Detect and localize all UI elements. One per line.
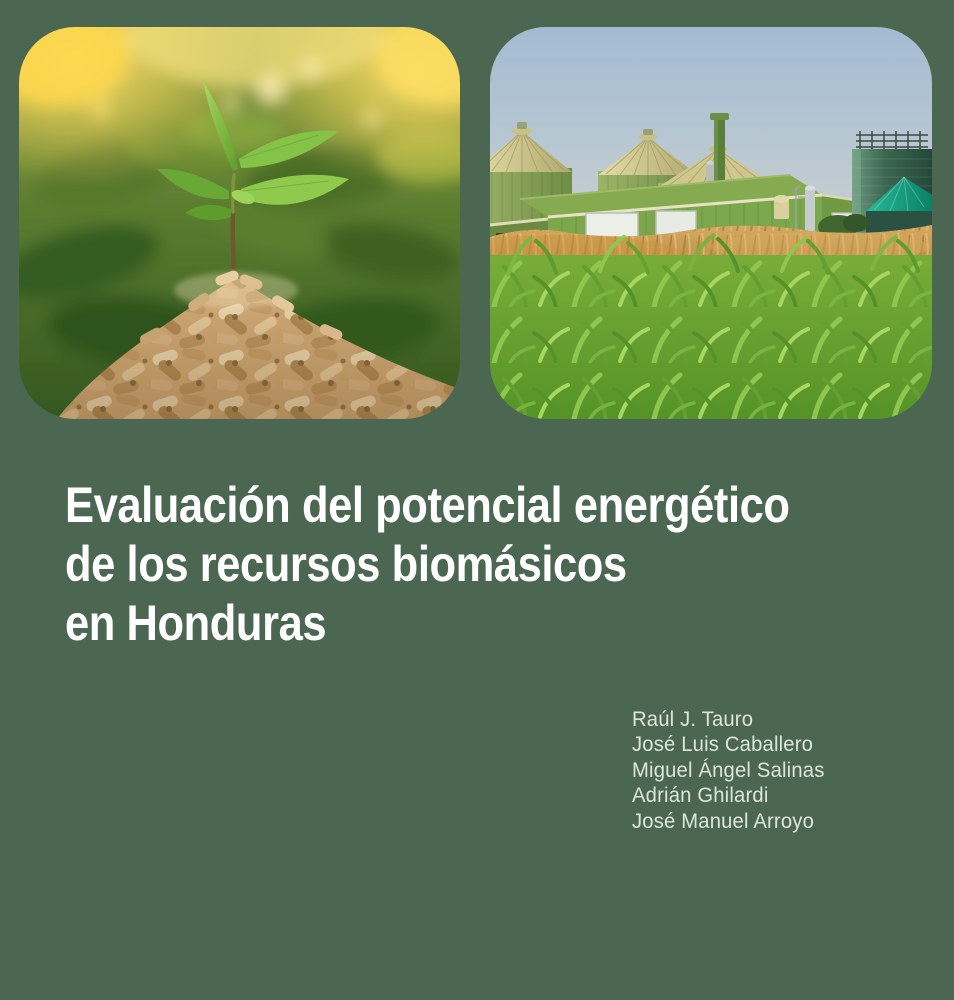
cover-title-line-1: Evaluación del potencial energético: [65, 477, 790, 533]
author-name: Miguel Ángel Salinas: [632, 757, 825, 782]
corn-field: [490, 235, 932, 419]
author-name: José Luis Caballero: [632, 732, 814, 757]
author-name: José Manuel Arroyo: [632, 808, 815, 833]
seedling-pellets-photo: [19, 27, 460, 419]
biogas-plant-photo: [490, 27, 932, 419]
biogas-plant-photo-art: [490, 27, 932, 419]
author-name: Raúl J. Tauro: [632, 707, 754, 731]
cover-title-line-3: en Honduras: [65, 595, 327, 651]
seedling-pellets-photo-art: [19, 27, 460, 419]
author-list: [632, 707, 825, 834]
author-name: Adrián Ghilardi: [632, 783, 769, 808]
cover-title-line-2: de los recursos biomásicos: [65, 536, 627, 592]
cover-title: [65, 476, 789, 653]
